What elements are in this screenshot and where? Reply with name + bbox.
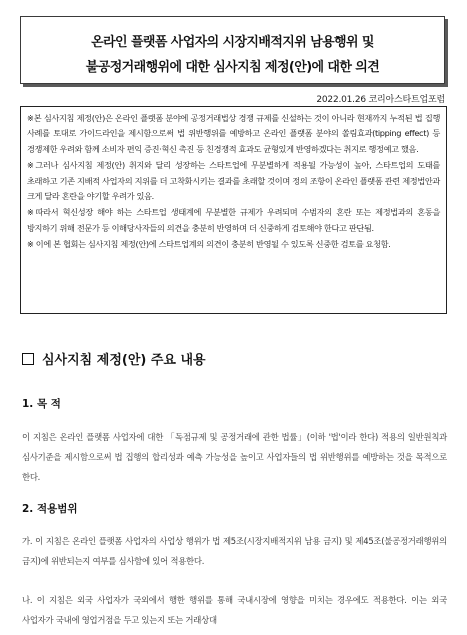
title-line-2: 불공정거래행위에 대한 심사지침 제정(안)에 대한 의견 <box>85 60 380 75</box>
section-heading <box>22 349 206 368</box>
section-heading-text: 심사지침 제정(안) 주요 내용 <box>42 353 206 368</box>
title-line-1: 온라인 플랫폼 사업자의 시장지배적지위 남용행위 및 <box>91 35 374 50</box>
notice-paragraph: ※본 심사지침 제정(안)은 온라인 플랫폼 분야에 공정거래법상 경쟁 규제를 신설하는 것이 아니라 현재까지 누적된 법 집행 사례를 토대로 가이드라인을 제시함으로써 법 위반행위를 예방하고 온라인 플랫폼 분야의 쏠림효과(tipping effect) 등 경쟁제한 우려와 함께 소비자 편익 증진·혁신 촉진 등 친경쟁적 효과도 균형있게 반영하겠다는 취지로 행정예고 했음. <box>27 113 440 154</box>
notice-box <box>20 106 447 314</box>
scope-item-na: 나. 이 지침은 외국 사업자가 국외에서 행한 행위를 통해 국내시장에 영향을 미치는 경우에도 적용한다. 이는 외국 사업자가 국내에 영업거점을 두고 있는지 또는 거래상대 <box>22 595 447 625</box>
scope-heading: 2. 적용범위 <box>22 503 78 515</box>
notice-paragraph: ※ 이에 본 협회는 심사지침 제정(안)에 스타트업계의 의견이 충분히 반영될 수 있도록 신중한 검토를 요청함. <box>27 239 391 250</box>
purpose-paragraph: 이 지침은 온라인 플랫폼 사업자에 대한 「독점규제 및 공정거래에 관한 법률」(이하 '법'이라 한다) 적용의 일반원칙과 심사기준을 제시함으로써 법 집행의 합리성과 예측 가능성을 높이고 사업자들의 법 위반행위를 예방하는 것을 목적으로 한다. <box>22 432 447 482</box>
date-author-line: 2022.01.26 코리아스타트업포럼 <box>316 95 445 105</box>
square-bullet-icon <box>22 353 34 365</box>
document-title-box <box>20 16 445 84</box>
scope-item-ga: 가. 이 지침은 온라인 플랫폼 사업자의 사업상 행위가 법 제5조(시장지배적지위 남용 금지) 및 제45조(불공정거래행위의 금지)에 위반되는지 여부를 심사함에 있어 적용한다. <box>22 536 447 566</box>
notice-paragraph: ※따라서 혁신성장 해야 하는 스타트업 생태계에 무분별한 규제가 우려되며 수범자의 혼란 또는 제정법과의 혼동을 방지하기 위해 전문가 등 이해당사자들의 의견을 충분히 반영하며 더 신중하게 검토해야 한다고 판단됨. <box>27 207 440 233</box>
purpose-heading: 1. 목 적 <box>22 398 61 410</box>
notice-paragraph: ※그러나 심사지침 제정(안) 취지와 달리 성장하는 스타트업에 무분별하게 적용될 가능성이 높아, 스타트업의 도태를 초래하고 기존 지배적 사업자의 지위를 더 고착화시키는 결과를 초래할 것이며 정의 조항이 온라인 플랫폼 관련 제정법안과 크게 달라 혼란을 야기할 우려가 있음. <box>27 160 440 202</box>
